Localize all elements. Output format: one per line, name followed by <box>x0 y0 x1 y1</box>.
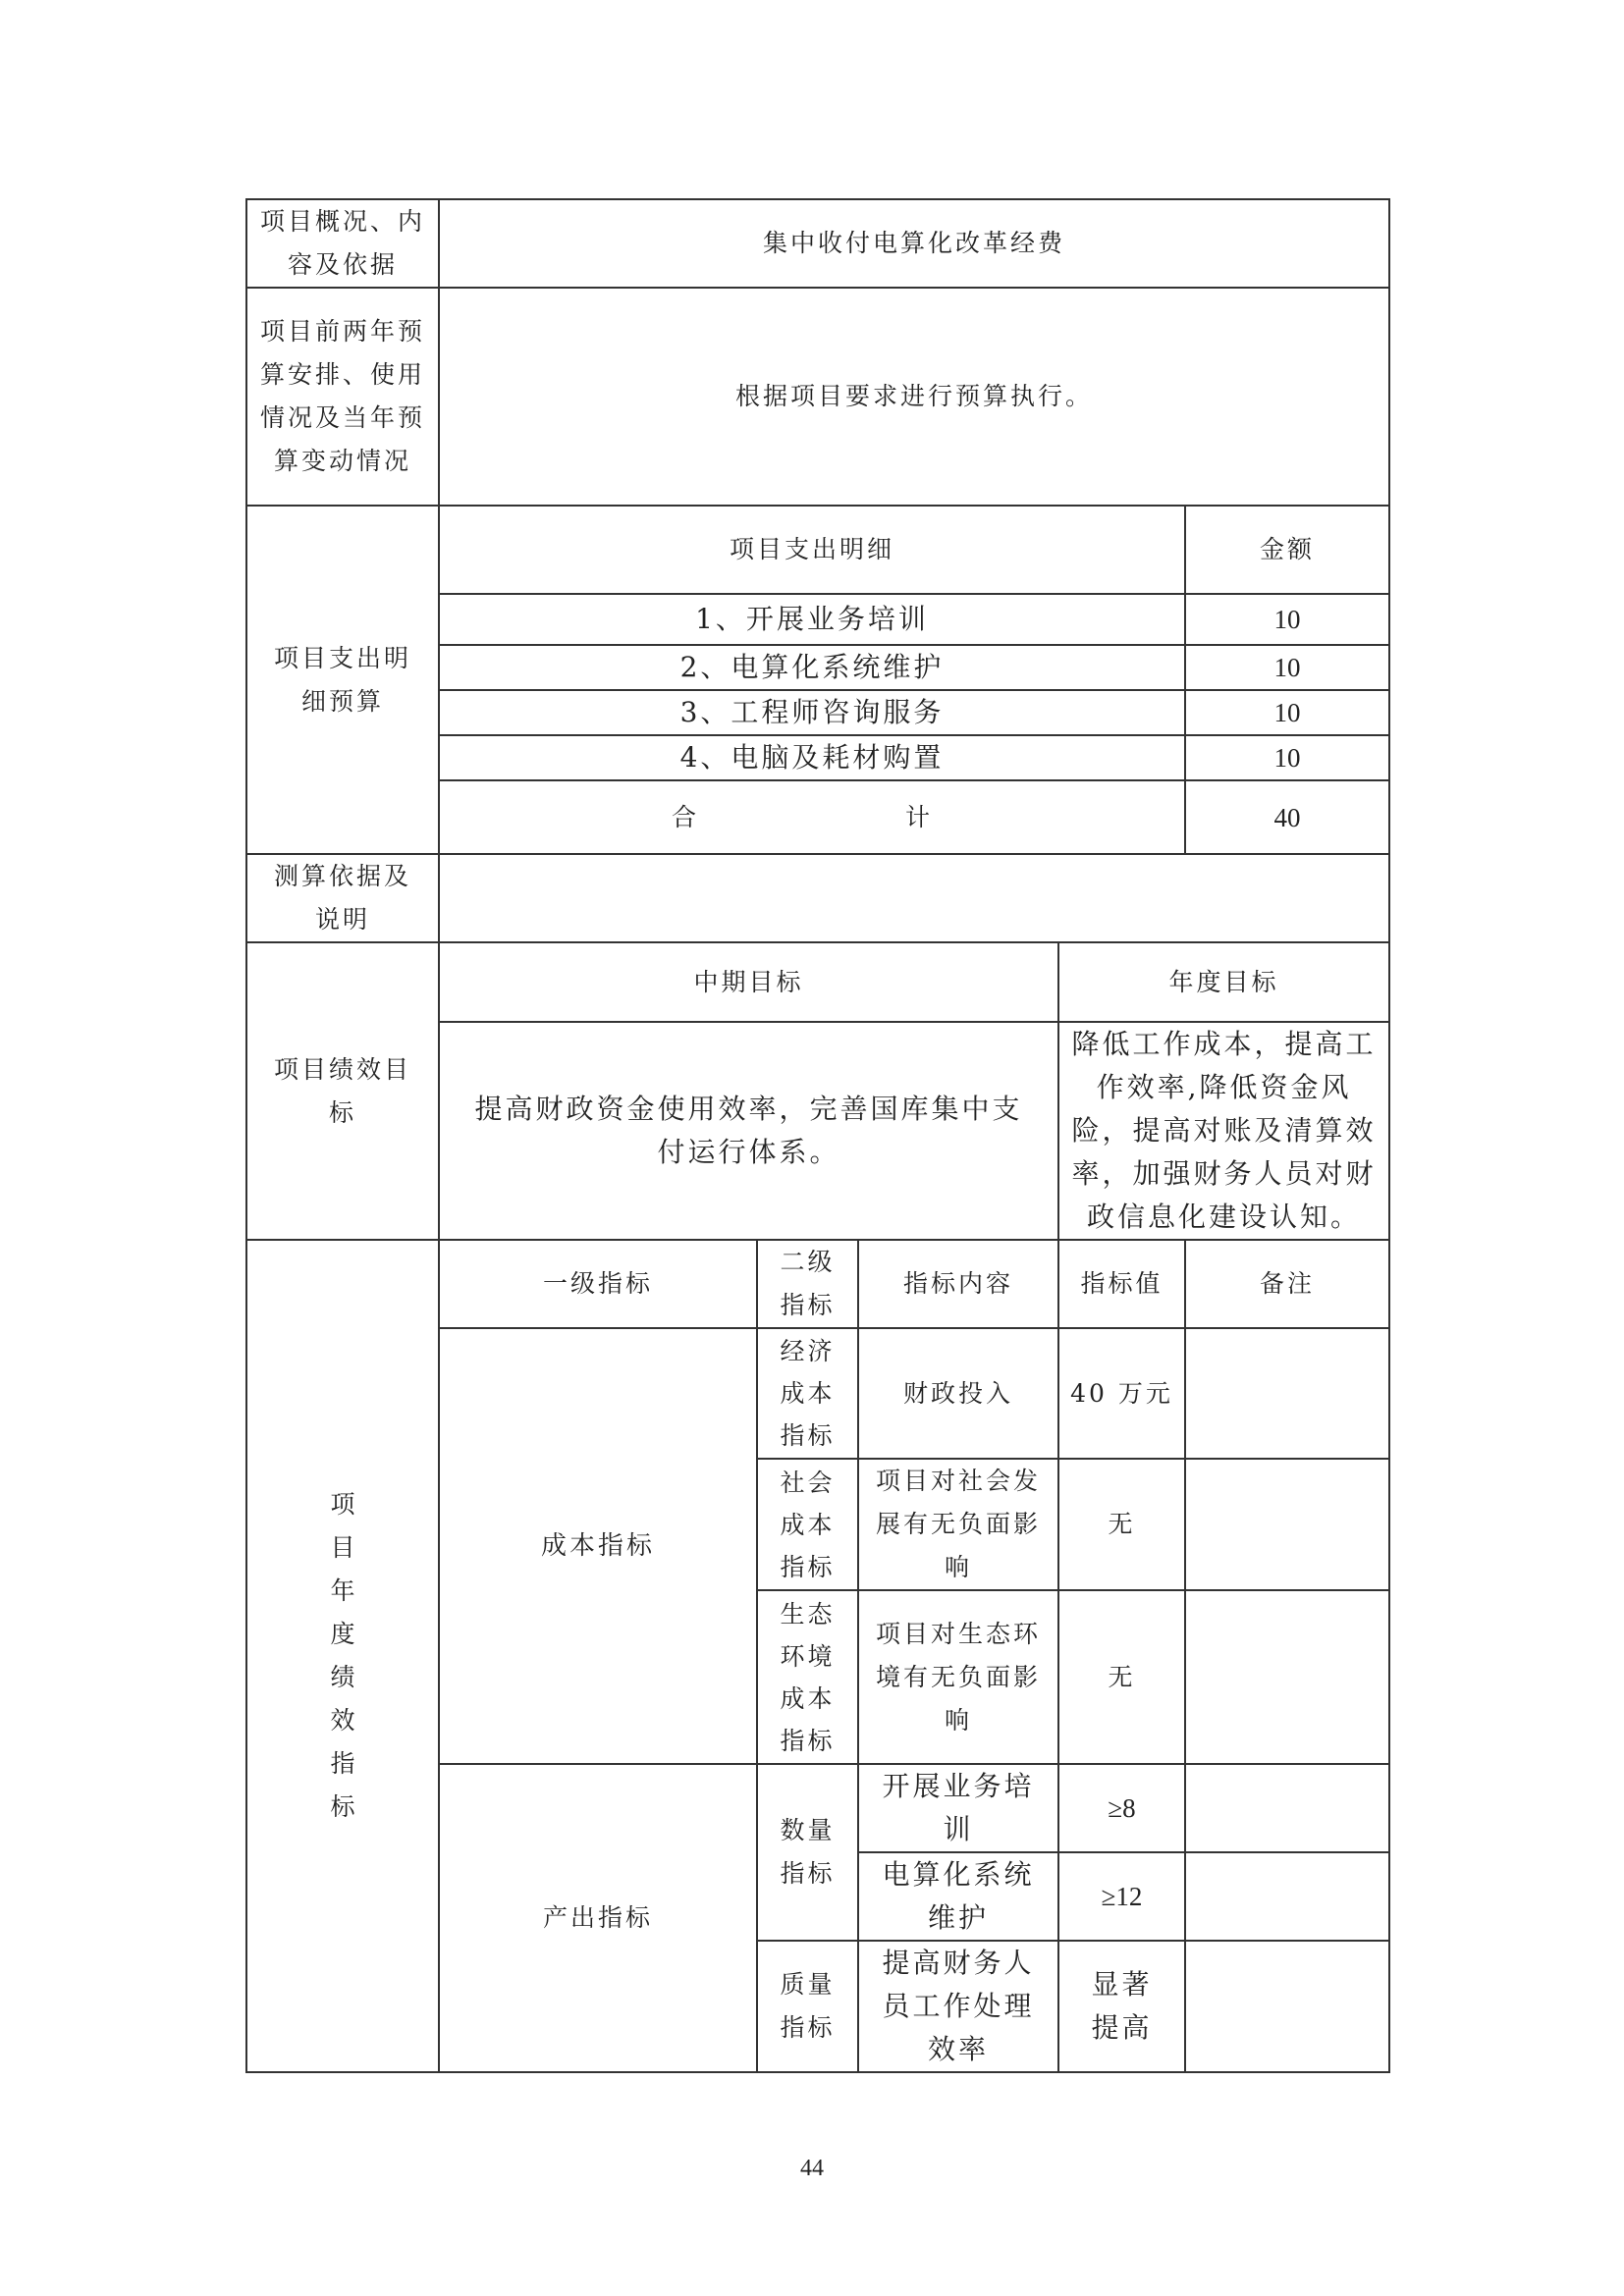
cost-content: 项目对生态环境有无负面影响 <box>858 1590 1058 1764</box>
cost-level1: 成本指标 <box>439 1328 757 1764</box>
output-value: ≥12 <box>1058 1852 1185 1941</box>
output-value: ≥8 <box>1058 1764 1185 1852</box>
output-level1: 产出指标 <box>439 1764 757 2072</box>
prior-budget-value: 根据项目要求进行预算执行。 <box>439 288 1389 506</box>
goals-mid-value: 提高财政资金使用效率，完善国库集中支付运行体系。 <box>439 1022 1058 1240</box>
overview-value: 集中收付电算化改革经费 <box>439 199 1389 288</box>
expense-item-amount: 10 <box>1185 735 1389 780</box>
output-value: 显著提高 <box>1058 1941 1185 2072</box>
indicator-header-level2: 二级指标 <box>757 1240 858 1328</box>
goals-annual-header: 年度目标 <box>1058 942 1389 1022</box>
cost-level2: 经济成本指标 <box>757 1328 858 1459</box>
cost-note <box>1185 1459 1389 1590</box>
basis-value <box>439 854 1389 942</box>
cost-level2: 社会成本指标 <box>757 1459 858 1590</box>
indicator-header-level1: 一级指标 <box>439 1240 757 1328</box>
indicator-header-content: 指标内容 <box>858 1240 1058 1328</box>
cost-note <box>1185 1590 1389 1764</box>
indicator-header-value: 指标值 <box>1058 1240 1185 1328</box>
cost-note <box>1185 1328 1389 1459</box>
expense-label: 项目支出明细预算 <box>246 506 439 854</box>
expense-item-amount: 10 <box>1185 594 1389 645</box>
project-budget-table <box>245 198 1390 2073</box>
cost-value: 40 万元 <box>1058 1328 1185 1459</box>
page-number: 44 <box>800 2156 824 2181</box>
indicator-header-note: 备注 <box>1185 1240 1389 1328</box>
expense-item-name: 1、开展业务培训 <box>439 594 1185 645</box>
output-quantity-level2: 数量指标 <box>757 1764 858 1941</box>
cost-content: 财政投入 <box>858 1328 1058 1459</box>
cost-content: 项目对社会发展有无负面影响 <box>858 1459 1058 1590</box>
basis-label: 测算依据及说明 <box>246 854 439 942</box>
overview-label: 项目概况、内容及依据 <box>246 199 439 288</box>
goals-mid-header: 中期目标 <box>439 942 1058 1022</box>
cost-value: 无 <box>1058 1590 1185 1764</box>
goals-label: 项目绩效目标 <box>246 942 439 1240</box>
output-note <box>1185 1764 1389 1852</box>
output-content: 开展业务培训 <box>858 1764 1058 1852</box>
expense-total-label <box>439 780 1185 854</box>
cost-value: 无 <box>1058 1459 1185 1590</box>
expense-header-amount: 金额 <box>1185 506 1389 594</box>
expense-total-amount: 40 <box>1185 780 1389 854</box>
total-right-char: 计 <box>904 802 933 831</box>
output-note <box>1185 1852 1389 1941</box>
expense-item-amount: 10 <box>1185 690 1389 735</box>
output-content: 电算化系统维护 <box>858 1852 1058 1941</box>
output-quality-level2: 质量指标 <box>757 1941 858 2072</box>
prior-budget-label: 项目前两年预算安排、使用情况及当年预算变动情况 <box>246 288 439 506</box>
total-left-char: 合 <box>672 802 700 831</box>
output-content: 提高财务人员工作处理效率 <box>858 1941 1058 2072</box>
expense-item-name: 2、电算化系统维护 <box>439 645 1185 690</box>
cost-level2: 生态环境成本指标 <box>757 1590 858 1764</box>
expense-item-amount: 10 <box>1185 645 1389 690</box>
indicators-label: 项目年度绩效指标 <box>246 1240 439 2072</box>
goals-annual-value: 降低工作成本，提高工作效率,降低资金风险，提高对账及清算效率，加强财务人员对财政信息化建设认知。 <box>1058 1022 1389 1240</box>
output-note <box>1185 1941 1389 2072</box>
expense-item-name: 4、电脑及耗材购置 <box>439 735 1185 780</box>
expense-header-detail: 项目支出明细 <box>439 506 1185 594</box>
expense-item-name: 3、工程师咨询服务 <box>439 690 1185 735</box>
